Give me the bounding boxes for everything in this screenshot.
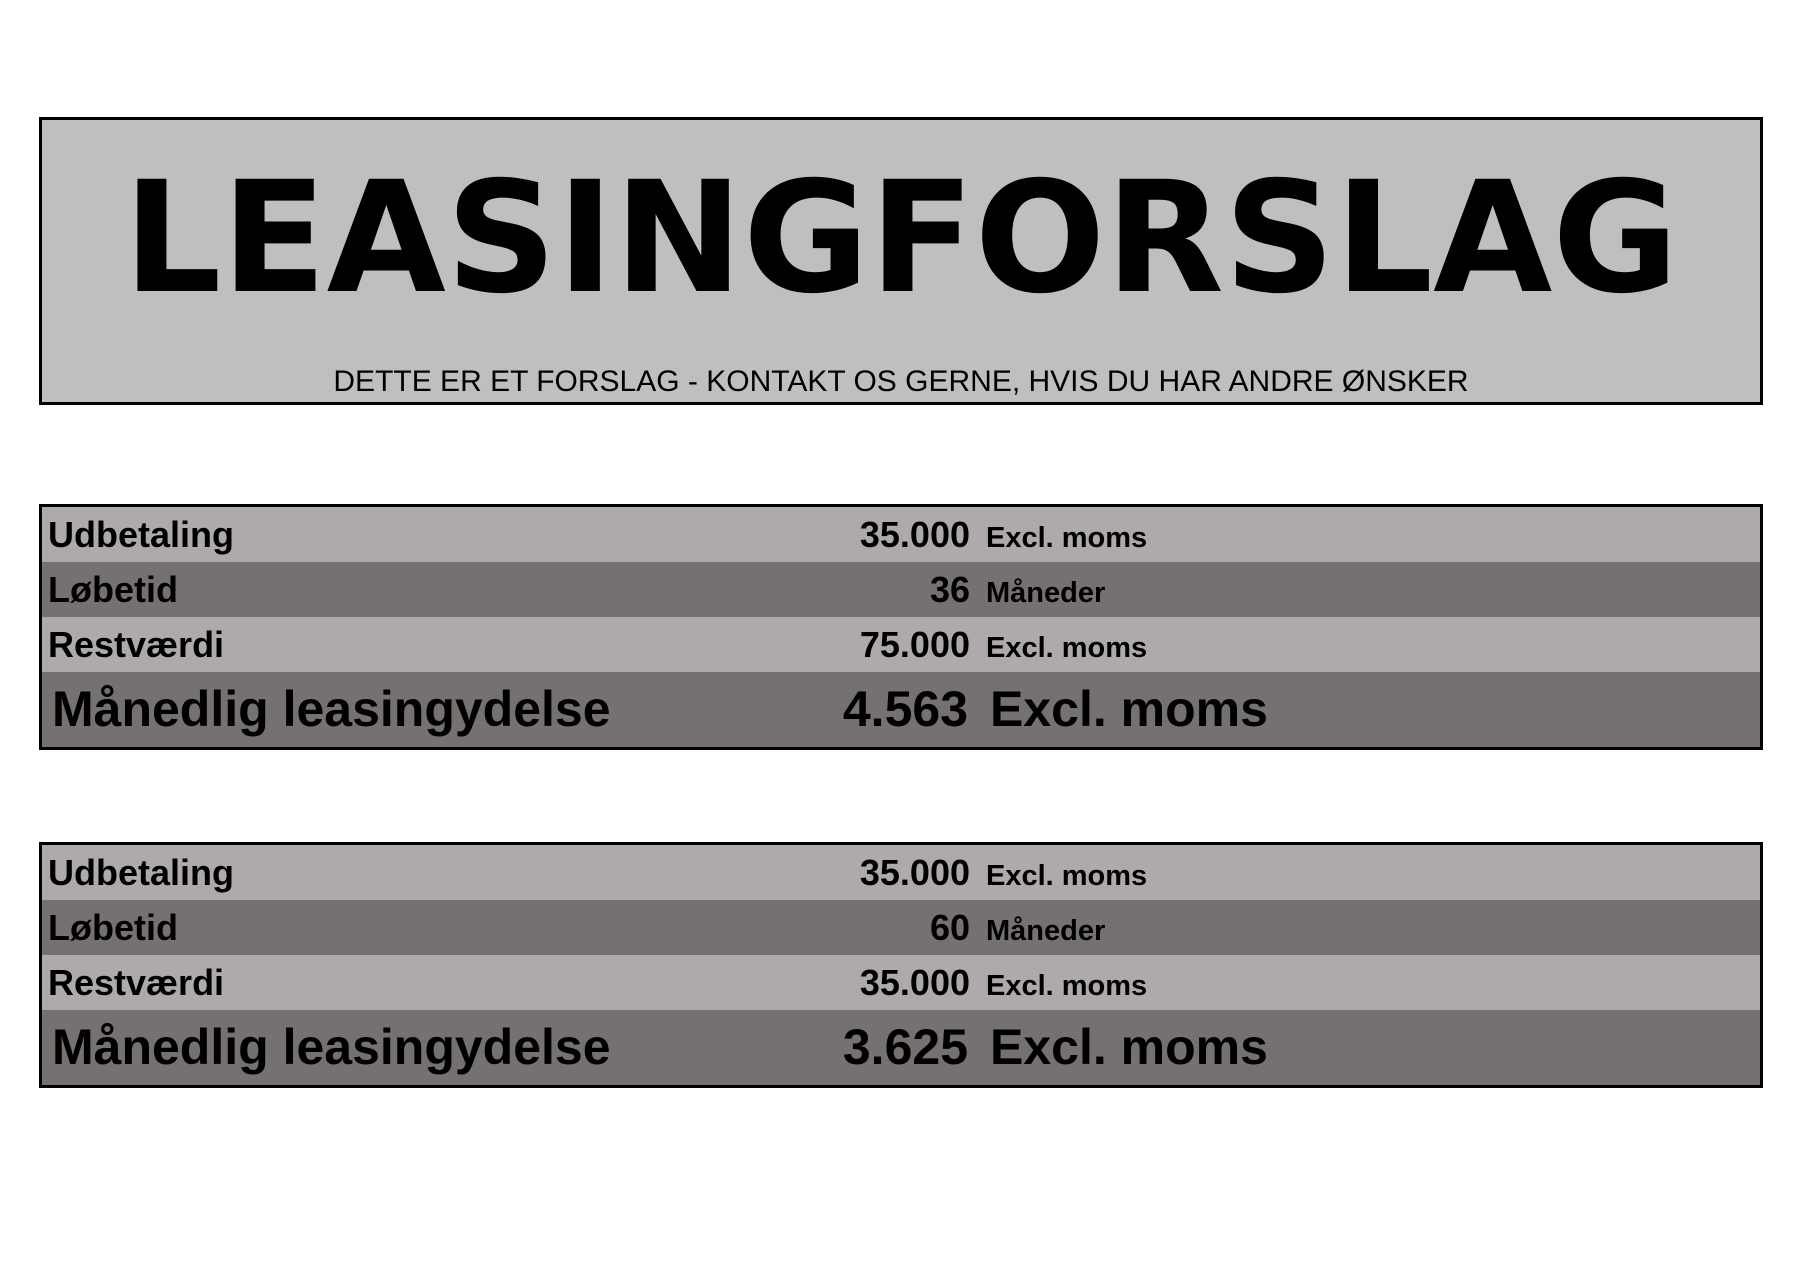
header-box xyxy=(39,117,1763,405)
offer-row-restvaerdi xyxy=(42,617,1760,672)
row-unit: Måneder xyxy=(986,577,1106,609)
offer-row-monthly-payment xyxy=(42,1010,1760,1085)
row-unit: Excl. moms xyxy=(986,860,1148,892)
row-unit: Excl. moms xyxy=(986,632,1148,664)
page-subtitle: DETTE ER ET FORSLAG - KONTAKT OS GERNE, HVIS DU HAR ANDRE ØNSKER xyxy=(333,365,1469,398)
page-title: LEASINGFORSLAG xyxy=(123,149,1679,328)
offer-row-lobetid xyxy=(42,900,1760,955)
row-value: 36 xyxy=(929,569,970,610)
row-unit: Måneder xyxy=(986,915,1106,947)
offer-row-monthly-payment xyxy=(42,672,1760,747)
total-unit: Excl. moms xyxy=(990,1019,1268,1075)
total-value: 4.563 xyxy=(842,681,968,737)
row-label: Løbetid xyxy=(48,907,178,948)
row-label: Udbetaling xyxy=(48,852,234,893)
offer-row-lobetid xyxy=(42,562,1760,617)
row-label: Løbetid xyxy=(48,569,178,610)
row-label: Restværdi xyxy=(48,624,225,665)
total-label: Månedlig leasingydelse xyxy=(52,1019,611,1075)
row-label: Restværdi xyxy=(48,962,225,1003)
offer-table-1 xyxy=(39,504,1763,750)
row-unit: Excl. moms xyxy=(986,522,1148,554)
offer-table-2 xyxy=(39,842,1763,1088)
row-value: 35.000 xyxy=(859,962,970,1003)
row-value: 75.000 xyxy=(859,624,970,665)
row-label: Udbetaling xyxy=(48,514,234,555)
offer-row-udbetaling xyxy=(42,507,1760,562)
row-value: 60 xyxy=(929,907,970,948)
row-value: 35.000 xyxy=(859,852,970,893)
total-unit: Excl. moms xyxy=(990,681,1268,737)
offer-row-udbetaling xyxy=(42,845,1760,900)
row-unit: Excl. moms xyxy=(986,970,1148,1002)
total-label: Månedlig leasingydelse xyxy=(52,681,611,737)
offer-row-restvaerdi xyxy=(42,955,1760,1010)
row-value: 35.000 xyxy=(859,514,970,555)
total-value: 3.625 xyxy=(842,1019,968,1075)
